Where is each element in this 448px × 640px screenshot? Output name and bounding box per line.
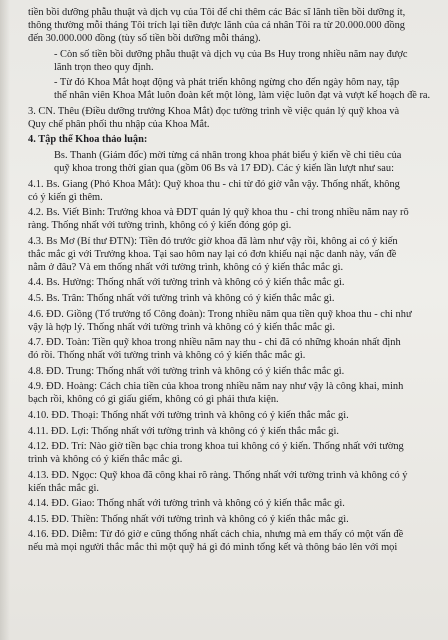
text-line: 4.5. Bs. Trân: Thống nhất với tường trình và không có ý kiến thắc mắc gì. [28,292,335,304]
paragraph-4-11 [28,425,436,438]
text-line: 4.1. Bs. Giang (Phó Khoa Mắt): Quỹ khoa thu - chi từ đó giờ vẫn vậy. Thống nhất, không [28,178,400,190]
text-line: đến 30.000.000 đồng (tùy số tiền bồi dưỡng mỗi tháng). [28,33,261,44]
text-line: trình và không có ý kiến thắc mắc gì. [28,454,183,466]
paragraph-4-7 [28,336,436,362]
paragraph-section-4 [28,133,436,146]
text-line: tiền bồi dưỡng phẫu thuật và dịch vụ của Tôi để chi thêm các Bác sĩ lãnh tiền bồi dưỡng ít, [28,7,406,18]
text-line: 4.9. ĐD. Hoàng: Cách chia tiền của khoa trong nhiều năm nay như vậy là công khai, minh [28,381,404,393]
text-line: nằm ở đâu? Và em thống nhất với tường trình, không có ý kiến thắc mắc gì. [28,261,344,273]
text-line: 4.7. ĐD. Toàn: Tiền quỹ khoa trong nhiều năm nay thu - chi đã có những khoản nhất định [28,337,401,349]
paragraph-4-3 [28,235,436,274]
paragraph-4-15 [28,513,436,526]
text-line: nếu mà mọi người thắc mắc thì một quỹ hả gì đó mình tổng kết và thông báo lên với mọi [28,542,398,554]
paragraph-4-2 [28,206,436,232]
paragraph-4-13 [28,469,436,495]
text-line: 4.4. Bs. Hường: Thống nhất với tường trình và không có ý kiến thắc mắc gì. [28,277,345,289]
paragraph-4-16 [28,528,436,554]
paragraph-intro [28,6,436,45]
text-line: thắc mắc gì với Trưởng khoa. Tại sao hôm nay lại có đơn khiếu nại nặc danh này, vấn đề [28,248,397,260]
paragraph-4-4 [28,276,436,289]
text-line: 4.14. ĐD. Giao: Thống nhất với tường trình và không có ý kiến thắc mắc gì. [28,498,345,510]
text-line: 4.2. Bs. Viết Bình: Trưởng khoa và ĐDT quản lý quỹ khoa thu - chi trong nhiều năm nay rõ [28,207,409,219]
text-line: Quy chế phân phối thu nhập của Khoa Mắt. [28,118,210,130]
text-line: 4.16. ĐD. Diễm: Từ đó giờ e cũng thống nhất cách chia, nhưng mà em thấy có một vấn đề [28,529,404,541]
paragraph-section-3 [28,105,436,131]
paragraph-4-14 [28,497,436,510]
paragraph-4-12 [28,440,436,466]
text-line: có ý kiến gì thêm. [28,191,103,203]
text-line: lãnh trọn theo quy định. [54,61,154,73]
text-line: Bs. Thanh (Giám đốc) mời từng cá nhân trong khoa phát biểu ý kiến về chi tiêu của [54,149,402,161]
text-line: thể nhân viên Khoa Mắt luôn đoàn kết một lòng, làm việc luôn đạt và vượt kế hoạch đề ra. [54,90,431,102]
paragraph-4-9 [28,380,436,406]
text-line: vậy là hợp lý. Thống nhất với tường trình và không có ý kiến thắc mắc gì. [28,321,336,333]
text-line: 4.13. ĐD. Ngọc: Quỹ khoa đã công khai rõ ràng. Thống nhất với tường trình và không có ý [28,469,408,481]
text-line: quỹ khoa trong thời gian qua (gồm 06 Bs và 17 ĐD). Các ý kiến lần lượt như sau: [54,162,394,174]
text-line: bạch rồi, không có gì giấu giếm, không có gì phải thưa kiện. [28,394,279,406]
text-line: 4.3. Bs Mơ (Bí thư ĐTN): Tiền đó trước giờ khoa đã làm như vậy rồi, không ai có ý kiến [28,235,398,247]
text-line: - Từ đó Khoa Mắt hoạt động và phát triển không ngừng cho đến ngày hôm nay, tập [54,77,400,89]
text-line: đó rồi. Thống nhất với tường trình và không có ý kiến thắc mắc gì. [28,350,306,362]
paragraph-4-5 [28,292,436,305]
paragraph-bs-thanh [28,149,436,175]
text-line: - Còn số tiền bồi dưỡng phẫu thuật và dịch vụ của Bs Huy trong nhiều năm nay được [54,48,408,60]
text-line: ràng. Thống nhất với tường trình, không có ý kiến đóng góp gì. [28,220,292,232]
text-line: kiến thắc mắc gì. [28,482,99,494]
text-line: 4.12. ĐD. Trí: Nào giờ tiền bạc chia trong khoa tui không có ý kiến. Thống nhất với tường [28,441,404,453]
text-line: 4.15. ĐD. Thiền: Thống nhất với tường trình và không có ý kiến thắc mắc gì. [28,513,349,525]
paragraph-4-1 [28,178,436,204]
text-line: 4.8. ĐD. Trung: Thống nhất với tường trình và không có ý kiến thắc mắc gì. [28,365,345,377]
text-line: 4. Tập thể Khoa thảo luận: [28,134,148,146]
text-line: 3. CN. Thêu (Điều dưỡng trưởng Khoa Mắt) đọc tường trình về việc quản lý quỹ khoa và [28,105,400,117]
text-line: 4.6. ĐD. Giồng (Tổ trưởng tổ Công đoàn): Trong nhiều năm qua tiền quỹ khoa thu - chi như [28,308,412,320]
paragraph-bs-huy [28,48,436,74]
paragraph-4-6 [28,308,436,334]
paragraph-4-8 [28,365,436,378]
text-line: 4.10. ĐD. Thoại: Thống nhất với tường trình và không có ý kiến thắc mắc gì. [28,409,349,421]
text-line: thông thường mỗi tháng Tôi trích lại tiền được lãnh của cá nhân Tôi ra từ 20.000.000 đồng [28,20,405,31]
paragraph-4-10 [28,409,436,422]
text-line: 4.11. ĐD. Lợi: Thống nhất với tường trình và không có ý kiến thắc mắc gì. [28,425,339,437]
paragraph-khoa-mat [28,76,436,102]
